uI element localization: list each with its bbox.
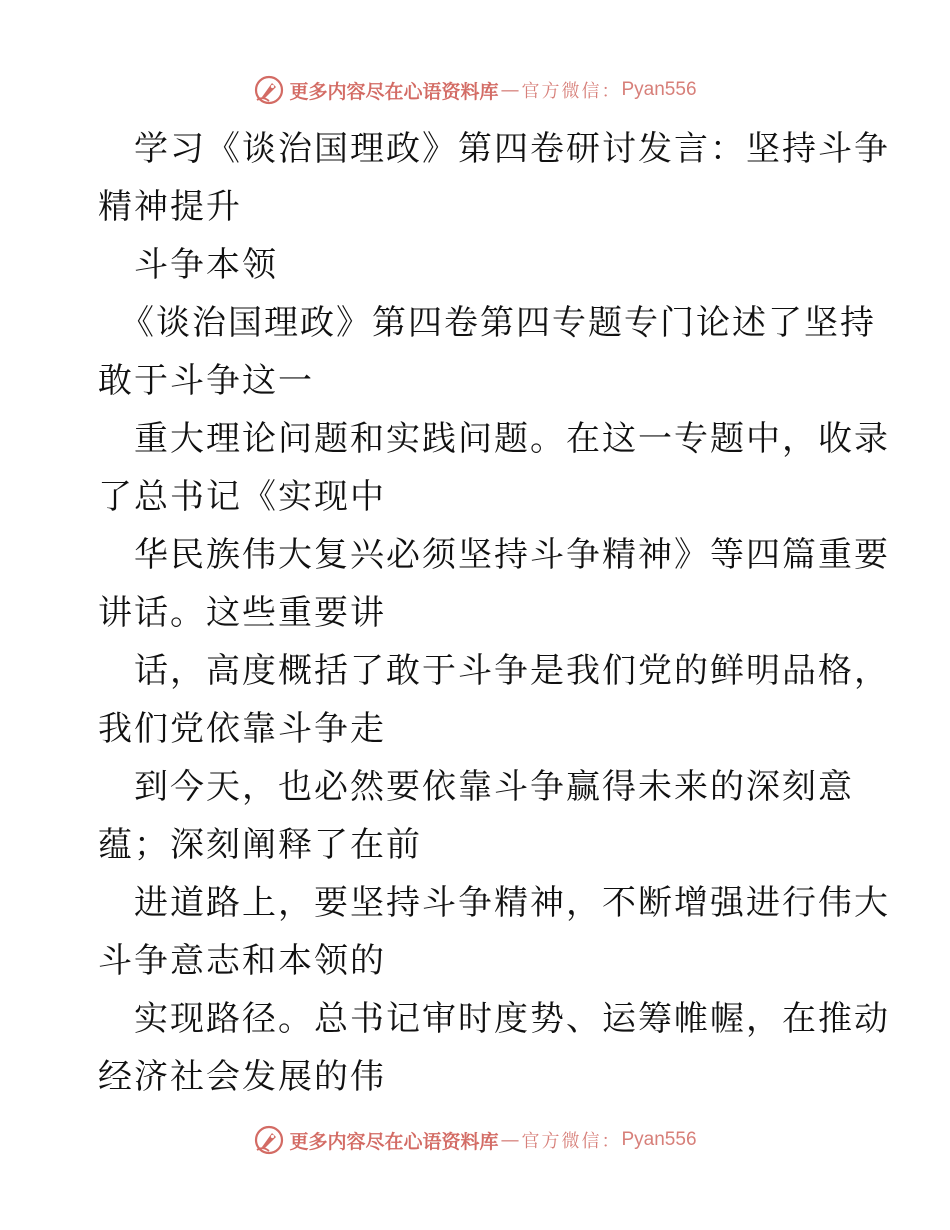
pen-nib-logo-icon [253, 1124, 285, 1156]
title-line-1: 学习《谈治国理政》第四卷研讨发言：坚持斗争 [134, 129, 890, 169]
watermark-dash: — [500, 1129, 520, 1151]
watermark-wechat-id: Pyan556 [621, 1129, 697, 1150]
paragraph-line: 了总书记《实现中 [98, 477, 386, 517]
watermark-dash: — [500, 79, 520, 101]
watermark-main-text: 更多内容尽在心语资料库 [289, 80, 499, 103]
watermark-official-label: 官方微信： [521, 1131, 622, 1152]
document-body [98, 120, 890, 1106]
paragraph-line: 经济社会发展的伟 [98, 1057, 386, 1097]
header-watermark [0, 70, 950, 110]
watermark-official-label: 官方微信： [521, 81, 622, 102]
paragraph-line: 《谈治国理政》第四卷第四专题专门论述了坚持 [120, 303, 876, 343]
subtitle-line: 斗争本领 [134, 245, 278, 285]
paragraph-line: 实现路径。总书记审时度势、运筹帷幄，在推动 [134, 999, 890, 1039]
paragraph-line: 蕴；深刻阐释了在前 [98, 825, 422, 865]
paragraph-line: 敢于斗争这一 [98, 361, 314, 401]
paragraph-line: 我们党依靠斗争走 [98, 709, 386, 749]
paragraph-line: 进道路上，要坚持斗争精神，不断增强进行伟大 [134, 883, 890, 923]
paragraph-line: 话，高度概括了敢于斗争是我们党的鲜明品格， [134, 651, 890, 691]
footer-watermark [0, 1120, 950, 1160]
pen-nib-logo-icon [253, 74, 285, 106]
title-line-2: 精神提升 [98, 187, 242, 227]
paragraph-line: 讲话。这些重要讲 [98, 593, 386, 633]
watermark-main-text: 更多内容尽在心语资料库 [289, 1130, 499, 1153]
paragraph-line: 重大理论问题和实践问题。在这一专题中，收录 [134, 419, 890, 459]
paragraph-line: 到今天，也必然要依靠斗争赢得未来的深刻意 [134, 767, 854, 807]
watermark-wechat-id: Pyan556 [621, 79, 697, 100]
paragraph-line: 斗争意志和本领的 [98, 941, 386, 981]
paragraph-line: 华民族伟大复兴必须坚持斗争精神》等四篇重要 [134, 535, 890, 575]
